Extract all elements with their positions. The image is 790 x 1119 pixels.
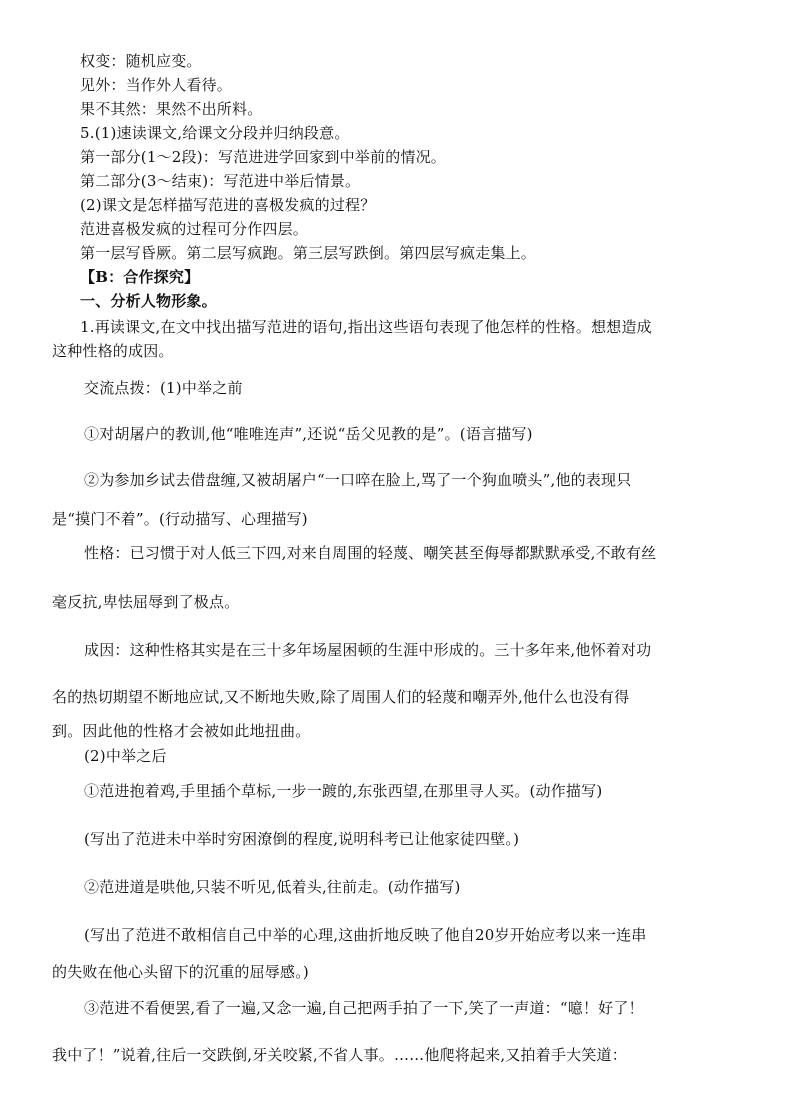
section-heading-1: 一、分析人物形象。 <box>80 292 217 310</box>
point-2-line-1: ②为参加乡试去借盘缠,又被胡屠户“一口啐在脸上,骂了一个狗血喷头”,他的表现只 <box>84 471 632 489</box>
cause-line-2: 名的热切期望不断地应试,又不断地失败,除了周围人们的轻蔑和嘲弄外,他什么也没有得 <box>52 688 630 706</box>
text-line-4: 5.(1)速读课文,给课文分段并归纳段意。 <box>80 124 350 142</box>
text-line-7: (2)课文是怎样描写范进的喜极发疯的过程？ <box>80 196 376 214</box>
question-line-1: 1.再读课文,在文中找出描写范进的语句,指出这些语句表现了他怎样的性格。想想造成 <box>80 318 652 336</box>
after-note-2-line-2: 的失败在他心头留下的沉重的屈辱感。) <box>52 963 309 981</box>
question-line-2: 这种性格的成因。 <box>52 342 174 360</box>
text-line-3: 果不其然：果然不出所料。 <box>80 100 263 118</box>
after-point-2: ②范进道是哄他,只装不听见,低着头,往前走。(动作描写) <box>84 878 461 896</box>
after-point-3-line-2: 我中了！”说着,往后一交跌倒,牙关咬紧,不省人事。……他爬将起来,又拍着手大笑道： <box>52 1046 627 1064</box>
text-line-8: 范进喜极发疯的过程可分作四层。 <box>80 220 309 238</box>
character-line-1: 性格：已习惯于对人低三下四,对来自周围的轻蔑、嘲笑甚至侮辱都默默承受,不敢有丝 <box>84 544 657 562</box>
section-heading-b: 【B：合作探究】 <box>80 268 200 286</box>
after-note-2-line-1: (写出了范进不敢相信自己中举的心理,这曲折地反映了他自20岁开始应考以来一连串 <box>84 926 647 944</box>
after-point-3-line-1: ③范进不看便罢,看了一遍,又念一遍,自己把两手拍了一下,笑了一声道：“噫！好了！ <box>84 999 644 1017</box>
character-line-2: 毫反抗,卑怯屈辱到了极点。 <box>52 593 240 611</box>
text-line-2: 见外：当作外人看待。 <box>80 76 233 94</box>
cause-line-1: 成因：这种性格其实是在三十多年场屋困顿的生涯中形成的。三十多年来,他怀着对功 <box>84 641 652 659</box>
text-line-6: 第二部分(3～结束)：写范进中举后情景。 <box>80 172 361 190</box>
text-line-1: 权变：随机应变。 <box>80 52 202 70</box>
text-line-5: 第一部分(1～2段)：写范进进学回家到中举前的情况。 <box>80 148 446 166</box>
cause-line-3: 到。因此他的性格才会被如此地扭曲。 <box>52 722 311 740</box>
point-1: ①对胡屠户的教训,他“唯唯连声”,还说“岳父见教的是”。(语言描写) <box>84 425 533 443</box>
text-line-9: 第一层写昏厥。第二层写疯跑。第三层写跌倒。第四层写疯走集上。 <box>80 244 537 262</box>
after-point-1: ①范进抱着鸡,手里插个草标,一步一踱的,东张西望,在那里寻人买。(动作描写) <box>84 782 603 800</box>
after-heading: (2)中举之后 <box>84 747 167 765</box>
point-2-line-2: 是“摸门不着”。(行动描写、心理描写) <box>52 510 308 528</box>
discussion-intro: 交流点拨：(1)中举之前 <box>84 379 243 397</box>
after-note-1: (写出了范进未中举时穷困潦倒的程度,说明科考已让他家徒四壁。) <box>84 830 520 848</box>
